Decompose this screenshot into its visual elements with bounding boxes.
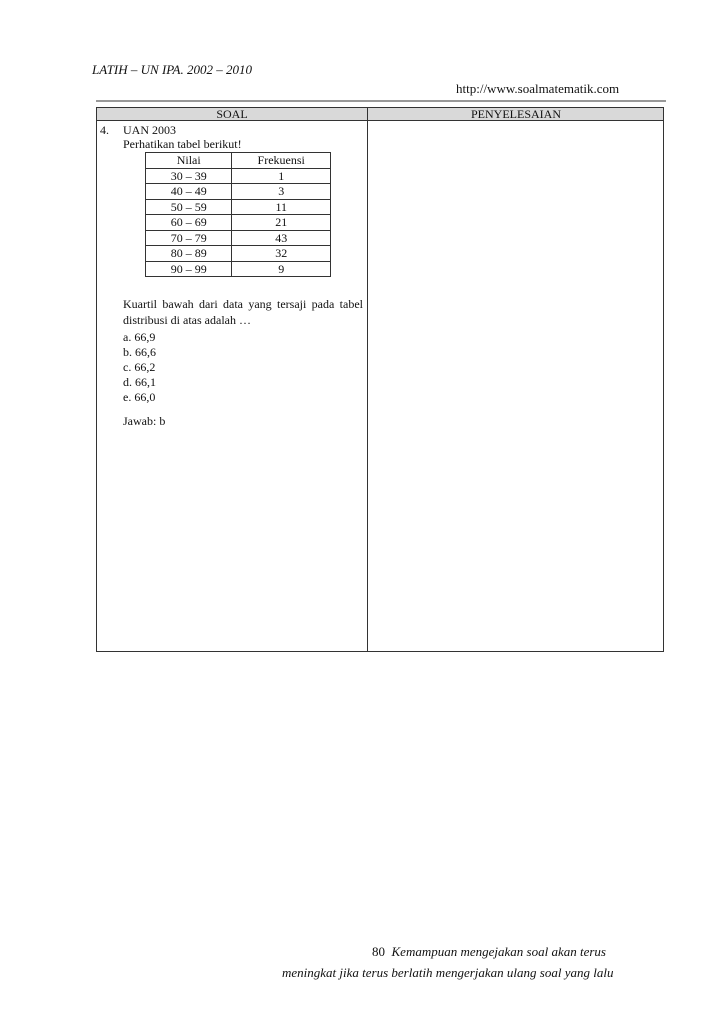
cell-frekuensi: 1	[232, 168, 331, 184]
table-row	[146, 215, 331, 231]
table-row	[146, 230, 331, 246]
option-c: c. 66,2	[123, 360, 156, 374]
cell-nilai: 30 – 39	[146, 168, 232, 184]
cell-nilai: 90 – 99	[146, 261, 232, 277]
frequency-table	[145, 152, 331, 277]
question-number: 4.	[100, 123, 109, 137]
cell-frekuensi: 32	[232, 246, 331, 262]
table-row	[146, 168, 331, 184]
column-header-penyelesaian: PENYELESAIAN	[471, 107, 561, 121]
cell-frekuensi: 11	[232, 199, 331, 215]
header-divider	[96, 100, 666, 102]
header-title: LATIH – UN IPA. 2002 – 2010	[92, 62, 252, 77]
cell-nilai: 80 – 89	[146, 246, 232, 262]
footer-motto-2: meningkat jika terus berlatih mengerjakan ulang soal yang lalu	[282, 965, 614, 980]
table-row	[146, 261, 331, 277]
column-divider	[367, 108, 368, 651]
option-a: a. 66,9	[123, 330, 156, 344]
cell-nilai: 70 – 79	[146, 230, 232, 246]
cell-frekuensi: 9	[232, 261, 331, 277]
answer: Jawab: b	[123, 414, 166, 428]
question-source: UAN 2003	[123, 123, 176, 137]
cell-frekuensi: 21	[232, 215, 331, 231]
header-frekuensi: Frekuensi	[232, 153, 331, 169]
question-table	[96, 107, 664, 652]
footer-motto-1: Kemampuan mengejakan soal akan terus	[391, 944, 606, 959]
footer-line-1	[372, 944, 606, 960]
header-url: http://www.soalmatematik.com	[456, 81, 620, 96]
option-b: b. 66,6	[123, 345, 156, 359]
table-row	[146, 199, 331, 215]
frequency-table-header	[146, 153, 331, 169]
column-header-soal: SOAL	[216, 107, 248, 121]
cell-frekuensi: 3	[232, 184, 331, 200]
question-intro: Perhatikan tabel berikut!	[123, 137, 242, 151]
table-header-row	[97, 108, 663, 121]
cell-frekuensi: 43	[232, 230, 331, 246]
table-row	[146, 184, 331, 200]
page-number: 80	[372, 944, 385, 959]
cell-nilai: 60 – 69	[146, 215, 232, 231]
question-prompt: Kuartil bawah dari data yang tersaji pada tabel distribusi di atas adalah …	[123, 297, 363, 327]
header-nilai: Nilai	[146, 153, 232, 169]
option-d: d. 66,1	[123, 375, 156, 389]
cell-nilai: 40 – 49	[146, 184, 232, 200]
option-e: e. 66,0	[123, 390, 156, 404]
cell-nilai: 50 – 59	[146, 199, 232, 215]
table-row	[146, 246, 331, 262]
